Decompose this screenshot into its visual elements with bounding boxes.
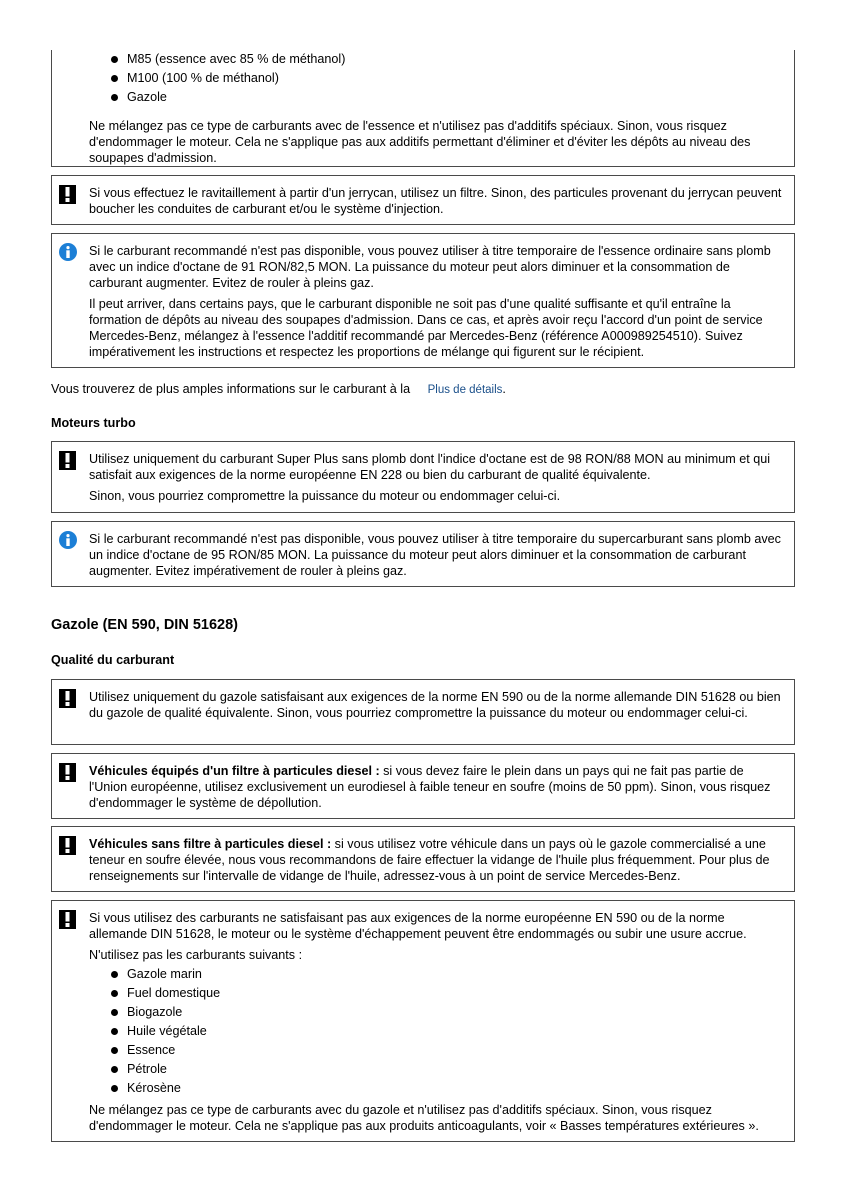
turbo-warning-text: Utilisez uniquement du carburant Super Plus sans plomb dont l'indice d'octane est de 98 RON/88 MON au minimum et qui satisfait aux exigences de la norme européenne EN 228 ou bien du carburant de qualité équivalente. — [89, 452, 771, 482]
diesel-warning-text: Si vous utilisez des carburants ne satisfaisant pas aux exigences de la norme européenne EN 590 ou de la norme allemande DIN 51628, le moteur ou le système d'échappement peuvent être endommagés ou subir une usure accrue. — [89, 911, 747, 941]
more-info-line — [51, 381, 795, 398]
turbo-heading: Moteurs turbo — [51, 416, 136, 430]
warning-icon — [59, 451, 76, 470]
diesel-warning-text: Utilisez uniquement du gazole satisfaisant aux exigences de la norme EN 590 ou de la norme allemande DIN 51628 ou bien du gazole de qualité équivalente. Sinon, vous pourriez compromettre la puissance du moteur ou endommager celui-ci. — [89, 690, 781, 720]
diesel-warning-text — [89, 836, 782, 884]
list-item: Fuel domestique — [89, 984, 220, 1003]
warning-body: si vous devez faire le plein dans un pays qui ne fait pas partie de l'Union européenne, utilisez exclusivement un eurodiesel à faible teneur en soufre (moins de 50 ppm). Sinon, vous risquez d'endommager le système de dépollution. — [89, 764, 771, 810]
turbo-info-text: Si le carburant recommandé n'est pas disponible, vous pouvez utiliser à titre temporaire du supercarburant sans plomb avec un indice d'octane de 95 RON/85 MON. La puissance du moteur peut alors diminuer et la consommation de carburant augmenter. Evitez impérativement de rouler à pleins gaz. — [89, 532, 781, 578]
diesel-heading: Gazole (EN 590, DIN 51628) — [51, 617, 238, 633]
more-info-text: Vous trouverez de plus amples informations sur le carburant à la — [51, 382, 411, 396]
diesel-warning-box-3 — [51, 826, 795, 892]
warning-body: si vous utilisez votre véhicule dans un pays où le gazole commercialisé a une teneur en soufre élevée, nous vous recommandons de faire effectuer la vidange de l'huile plus fréquemment. Pour plus de renseignements sur l'intervalle de vidange de l'huile, adressez-vous à un point de service Mercedes-Benz. — [89, 837, 770, 883]
fuel-warning-box-continued — [51, 50, 795, 167]
more-details-link[interactable]: Plus de détails — [427, 384, 503, 396]
jerrycan-warning-box — [51, 175, 795, 225]
list-item: M85 (essence avec 85 % de méthanol) — [89, 50, 345, 69]
forbidden-fuels-intro: N'utilisez pas les carburants suivants : — [89, 948, 303, 962]
turbo-info-box — [51, 521, 795, 587]
mixing-warning-text: Ne mélangez pas ce type de carburants avec de l'essence et n'utilisez pas d'additifs spéciaux. Sinon, vous risquez d'endommager le moteur. Cela ne s'applique pas aux additifs permettant d'éliminer et d'éviter les dépôts au niveau des soupapes d'admission. — [89, 119, 751, 165]
list-item: Gazole marin — [89, 965, 220, 984]
list-item: Essence — [89, 1041, 220, 1060]
warning-icon — [59, 689, 76, 708]
warning-icon — [59, 836, 76, 855]
jerrycan-warning-text: Si vous effectuez le ravitaillement à partir d'un jerrycan, utilisez un filtre. Sinon, des particules provenant du jerrycan peuvent boucher les conduites de carburant et/ou le système d'injection. — [89, 186, 782, 216]
diesel-warning-text — [89, 763, 782, 811]
info-paragraph: Il peut arriver, dans certains pays, que le carburant disponible ne soit pas d'une qualité suffisante et qu'il entraîne la formation de dépôts au niveau des soupapes d'admission. Dans ce cas, et après avoir reçu l'accord d'un point de service Mercedes-Benz, mélangez à l'essence l'additif recommandé par Mercedes-Benz (référence A000989254510). Suivez impérativement les instructions et respectez les proportions de mélange qui figurent sur le récipient. — [89, 297, 763, 359]
warning-lead: Véhicules équipés d'un filtre à particules diesel : — [89, 764, 380, 778]
diesel-warning-box-2 — [51, 753, 795, 819]
fuel-quality-subheading: Qualité du carburant — [51, 653, 175, 667]
petrol-info-box — [51, 233, 795, 368]
list-item: Kérosène — [89, 1079, 220, 1098]
list-item: Huile végétale — [89, 1022, 220, 1041]
warning-icon — [59, 185, 76, 204]
diesel-warning-box-1 — [51, 679, 795, 745]
list-item: M100 (100 % de méthanol) — [89, 69, 345, 88]
warning-icon — [59, 763, 76, 782]
more-info-suffix: . — [502, 382, 506, 396]
fuel-list — [89, 50, 345, 107]
diesel-mixing-text: Ne mélangez pas ce type de carburants avec du gazole et n'utilisez pas d'additifs spéciaux. Sinon, vous risquez d'endommager le moteur. Cela ne s'applique pas aux produits anticoagulants, voir « Basses températures extérieures ». — [89, 1103, 759, 1133]
turbo-warning-box — [51, 441, 795, 513]
list-item: Pétrole — [89, 1060, 220, 1079]
warning-icon — [59, 910, 76, 929]
turbo-warning-text: Sinon, vous pourriez compromettre la puissance du moteur ou endommager celui-ci. — [89, 489, 561, 503]
info-paragraph: Si le carburant recommandé n'est pas disponible, vous pouvez utiliser à titre temporaire de l'essence ordinaire sans plomb avec un indice d'octane de 91 RON/82,5 MON. La puissance du moteur peut alors diminuer et la consommation de carburant augmenter. Evitez de rouler à pleins gaz. — [89, 244, 771, 290]
diesel-warning-box-4 — [51, 900, 795, 1142]
forbidden-fuels-list — [89, 965, 220, 1098]
info-icon — [59, 531, 77, 549]
info-icon — [59, 243, 77, 261]
warning-lead: Véhicules sans filtre à particules diesel : — [89, 837, 332, 851]
list-item: Biogazole — [89, 1003, 220, 1022]
list-item: Gazole — [89, 88, 345, 107]
